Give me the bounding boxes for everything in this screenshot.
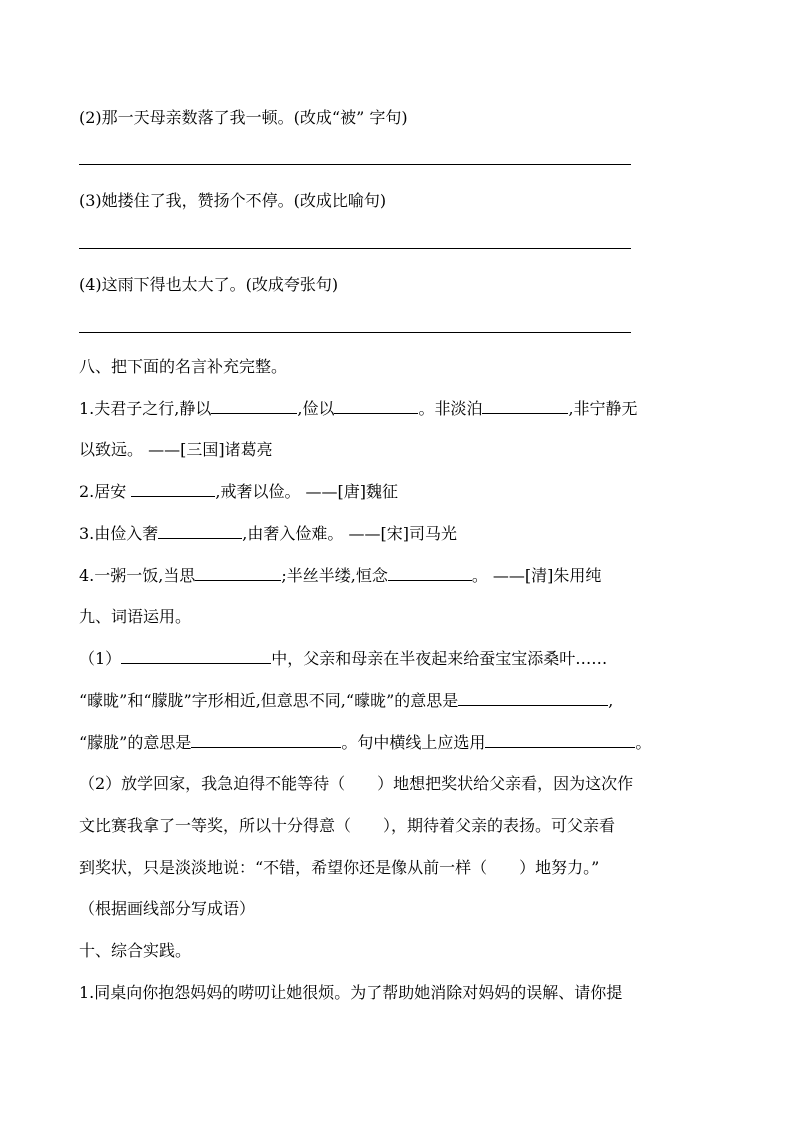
q9-part2-note: （根据画线部分写成语） xyxy=(79,899,256,918)
q9-p1-text-c: “曚昽”和“朦胧”字形相近,但意思不同,“曚昽”的意思是 xyxy=(79,691,459,710)
q9-p1-text-e: “朦胧”的意思是 xyxy=(79,733,192,752)
q8-sentence-1-cont: 以致远。 ——[三国]诸葛亮 xyxy=(79,440,273,459)
q8-sentence-2 xyxy=(79,482,398,504)
q8-sentence-1 xyxy=(79,399,638,421)
q8-s1-text-c: 。非淡泊 xyxy=(418,399,483,418)
q8-s2-text-b: ,戒奢以俭。 ——[唐]魏征 xyxy=(215,482,399,501)
q7-item-4: (4)这雨下得也太大了。(改成夸张句) xyxy=(79,275,339,294)
q7-item-2: (2)那一天母亲数落了我一顿。(改成“被” 字句) xyxy=(79,108,408,127)
q9-p1-label: （1） xyxy=(79,649,122,668)
q8-s3-text-b: ,由奢入俭难。 ——[宋]司马光 xyxy=(242,524,457,543)
answer-line-3[interactable] xyxy=(79,248,631,249)
fill-blank[interactable] xyxy=(458,691,608,706)
q7-item-3: (3)她搂住了我，赞扬个不停。(改成比喻句) xyxy=(79,191,387,210)
q8-s2-text-a: 2.居安 xyxy=(79,482,132,501)
q10-sentence-1: 1.同桌向你抱怨妈妈的唠叨让她很烦。为了帮助她消除对妈妈的误解、请你提 xyxy=(79,983,623,1002)
fill-blank[interactable] xyxy=(195,566,281,581)
q9-part2-line1: （2）放学回家，我急迫得不能等待（ ）地想把奖状给父亲看，因为这次作 xyxy=(79,774,634,793)
q9-p1-text-d: , xyxy=(608,691,614,710)
q8-s4-text-c: 。 ——[清]朱用纯 xyxy=(471,566,602,585)
q8-s4-text-a: 4.一粥一饭,当思 xyxy=(79,566,196,585)
answer-line-2[interactable] xyxy=(79,164,631,165)
fill-blank[interactable] xyxy=(482,399,568,414)
fill-blank[interactable] xyxy=(334,399,418,414)
q9-p1-text-g: 。 xyxy=(635,733,652,752)
q9-part1-line1 xyxy=(79,649,607,671)
fill-blank[interactable] xyxy=(211,399,297,414)
fill-blank[interactable] xyxy=(191,733,341,748)
q9-p1-text-f: 。句中横线上应选用 xyxy=(341,733,486,752)
q8-s1-text-a: 1.夫君子之行,静以 xyxy=(79,399,212,418)
q10-heading: 十、综合实践。 xyxy=(79,941,192,960)
q8-sentence-3 xyxy=(79,524,457,546)
q8-s4-text-b: ;半丝半缕,恒念 xyxy=(281,566,388,585)
fill-blank[interactable] xyxy=(388,566,472,581)
q9-part2-line2: 文比赛我拿了一等奖，所以十分得意（ ），期待着父亲的表扬。可父亲看 xyxy=(79,816,616,835)
fill-blank[interactable] xyxy=(158,524,242,539)
q9-part2-line3: 到奖状，只是淡淡地说：“不错，希望你还是像从前一样（ ）地努力。” xyxy=(79,858,600,877)
q8-s1-text-b: ,俭以 xyxy=(297,399,335,418)
q9-p1-text: 中，父亲和母亲在半夜起来给蚕宝宝添桑叶…… xyxy=(271,649,608,668)
fill-blank[interactable] xyxy=(121,649,271,664)
q8-s1-text-d: ,非宁静无 xyxy=(568,399,638,418)
q8-sentence-4 xyxy=(79,566,601,588)
fill-blank[interactable] xyxy=(485,733,635,748)
answer-line-4[interactable] xyxy=(79,332,631,333)
fill-blank[interactable] xyxy=(131,482,215,497)
q8-s3-text-a: 3.由俭入奢 xyxy=(79,524,159,543)
q9-part1-line2 xyxy=(79,691,613,713)
q8-heading: 八、把下面的名言补充完整。 xyxy=(79,357,288,376)
q9-part1-line3 xyxy=(79,733,651,755)
q9-heading: 九、词语运用。 xyxy=(79,607,192,626)
